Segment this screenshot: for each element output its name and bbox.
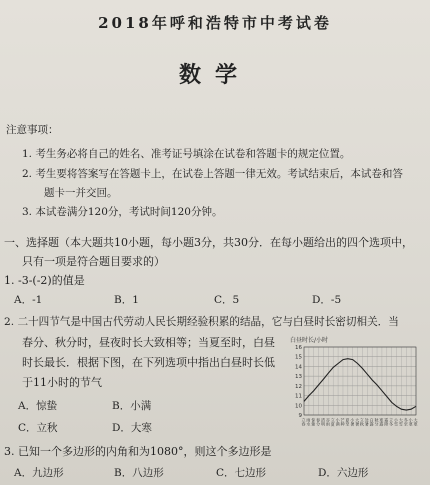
chart-x-tick-label: 大雪 — [398, 418, 404, 426]
note-item-2-cont: 题卡一并交回。 — [44, 187, 118, 199]
chart-x-tick-label: 芒种 — [340, 418, 346, 426]
chart-x-tick-label: 寒露 — [379, 418, 385, 426]
chart-x-tick-label: 清明 — [320, 418, 326, 426]
question-1-option-a: A．-1 — [14, 294, 43, 306]
note-item-3: 3. 本试卷满分120分，考试时间120分钟。 — [22, 206, 223, 218]
chart-x-tick-label: 小雪 — [394, 418, 400, 426]
chart-x-tick-label: 小暑 — [350, 418, 356, 426]
question-3-stem: 3. 已知一个多边形的内角和为1080°，则这个多边形是 — [4, 445, 272, 458]
chart-y-tick-label: 9 — [298, 413, 302, 419]
note-item-1: 1. 考生务必将自己的姓名、准考证号填涂在试卷和答题卡的规定位置。 — [22, 148, 351, 160]
chart-title: 白昼时长/小时 — [290, 337, 329, 344]
chart-x-tick-label: 立冬 — [389, 418, 395, 426]
chart-x-ticks — [302, 417, 419, 427]
question-2-option-b: B．小满 — [112, 400, 152, 412]
chart-x-tick-label: 小寒 — [408, 418, 414, 426]
chart-x-tick-label: 冬至 — [403, 418, 409, 426]
chart-y-tick-label: 10 — [295, 403, 302, 410]
question-2-line-4: 于11小时的节气 — [22, 376, 102, 389]
chart-x-tick-label: 惊蛰 — [311, 418, 317, 426]
daylight-chart-svg — [288, 335, 420, 435]
section-1-heading: 一、选择题（本大题共10小题，每小题3分，共30分．在每小题给出的四个选项中， — [4, 236, 413, 249]
chart-y-tick-label: 14 — [295, 364, 302, 371]
question-3-option-c: C．七边形 — [216, 467, 267, 479]
chart-x-tick-label: 大寒 — [413, 418, 419, 426]
exam-title: 2018年呼和浩特市中考试卷 — [98, 14, 332, 32]
chart-x-tick-label: 夏至 — [345, 418, 351, 426]
question-3-option-b: B．八边形 — [114, 467, 164, 479]
chart-grid — [304, 347, 416, 415]
daylight-chart — [288, 335, 420, 435]
chart-x-tick-label: 立春 — [301, 418, 307, 426]
chart-x-tick-label: 霜降 — [384, 418, 390, 426]
chart-x-tick-label: 立秋 — [359, 418, 365, 426]
chart-x-tick-label: 立夏 — [330, 418, 336, 426]
section-1-heading-cont: 只有一项是符合题目要求的） — [22, 255, 165, 268]
chart-y-tick-label: 13 — [295, 374, 302, 381]
question-1-stem: 1. -3-(-2)的值是 — [4, 274, 85, 287]
chart-x-tick-label: 谷雨 — [325, 418, 331, 426]
chart-y-tick-label: 12 — [295, 383, 302, 390]
question-2-option-d: D．大寒 — [112, 422, 152, 434]
question-1-option-b: B．1 — [114, 294, 139, 306]
chart-y-tick-label: 16 — [295, 345, 302, 351]
note-item-2: 2. 考生要将答案写在答题卡上，在试卷上答题一律无效。考试结束后，本试卷和答 — [22, 168, 403, 180]
chart-x-tick-label: 春分 — [316, 418, 322, 426]
question-3-option-a: A．九边形 — [14, 467, 64, 479]
question-2-line-2: 春分、秋分时，昼夜时长大致相等；当夏至时，白昼 — [22, 336, 275, 349]
question-1-option-d: D．-5 — [312, 294, 342, 306]
question-1-option-c: C．5 — [214, 294, 240, 306]
chart-x-tick-label: 处暑 — [364, 418, 370, 426]
question-2-option-a: A．惊蛰 — [18, 400, 58, 412]
chart-frame — [304, 347, 416, 415]
question-2-option-c: C．立秋 — [18, 422, 58, 434]
question-2-line-1: 2. 二十四节气是中国古代劳动人民长期经验积累的结晶，它与白昼时长密切相关．当 — [4, 316, 399, 328]
chart-x-tick-label: 大暑 — [355, 418, 361, 426]
question-2-line-3: 时长最长．根据下图，在下列选项中指出白昼时长低 — [22, 356, 275, 369]
chart-x-tick-label: 小满 — [335, 418, 341, 426]
chart-x-tick-label: 白露 — [369, 418, 375, 426]
chart-x-tick-label: 秋分 — [374, 418, 380, 426]
chart-x-tick-label: 雨水 — [306, 418, 312, 426]
chart-y-tick-label: 11 — [295, 393, 302, 400]
notes-heading: 注意事项： — [6, 124, 59, 136]
chart-y-tick-label: 15 — [295, 354, 302, 361]
chart-y-ticks — [295, 345, 303, 419]
subject-title: 数学 — [178, 62, 251, 88]
question-3-option-d: D．六边形 — [318, 467, 369, 479]
